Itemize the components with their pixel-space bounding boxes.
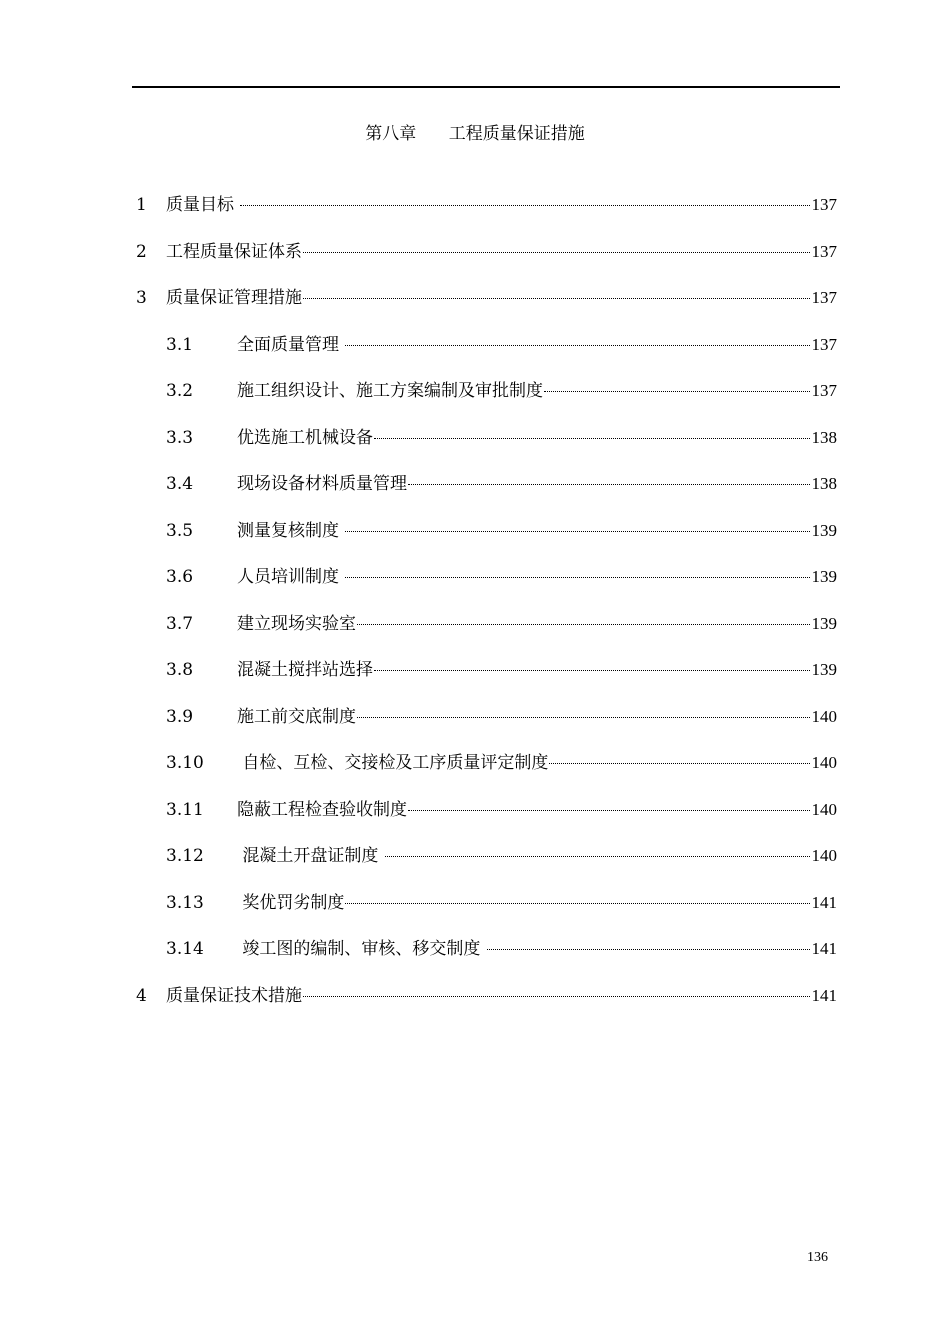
toc-dot-leader bbox=[345, 577, 809, 578]
toc-entry-line bbox=[237, 890, 837, 916]
toc-dot-leader bbox=[345, 531, 809, 532]
toc-entry[interactable] bbox=[0, 378, 950, 404]
toc-dot-leader bbox=[303, 298, 810, 299]
toc-entry-page: 139 bbox=[811, 660, 837, 679]
toc-entry-title: 混凝土搅拌站选择 bbox=[237, 660, 373, 680]
toc-dot-leader bbox=[374, 670, 810, 671]
toc-dot-leader bbox=[385, 856, 810, 857]
toc-entry-title: 施工组织设计、施工方案编制及审批制度 bbox=[237, 381, 543, 401]
toc-entry-title: 混凝土开盘证制度 bbox=[237, 846, 384, 866]
toc-dot-leader bbox=[345, 903, 809, 904]
toc-entry-line bbox=[237, 704, 837, 730]
toc-entry-number: 3.5 bbox=[166, 520, 194, 541]
toc-entry-page: 138 bbox=[811, 427, 837, 447]
toc-dot-leader bbox=[357, 624, 810, 625]
toc-entry-title: 隐蔽工程检查验收制度 bbox=[237, 799, 407, 820]
toc-entry-title: 工程质量保证体系 bbox=[166, 241, 302, 262]
toc-entry-number: 4 bbox=[136, 985, 147, 1006]
toc-entry-title: 竣工图的编制、审核、移交制度 bbox=[237, 939, 486, 959]
toc-entry-number: 3.6 bbox=[166, 567, 194, 587]
header-rule bbox=[132, 86, 840, 88]
toc-entry[interactable] bbox=[0, 704, 950, 730]
toc-entry-page: 137 bbox=[811, 195, 837, 214]
toc-entry[interactable] bbox=[0, 518, 950, 544]
toc-entry-title: 测量复核制度 bbox=[237, 520, 345, 541]
toc-entry-number: 3.7 bbox=[166, 613, 194, 634]
toc-entry[interactable] bbox=[0, 890, 950, 916]
toc-entry-number: 3.2 bbox=[166, 381, 194, 401]
toc-entry-title: 自检、互检、交接检及工序质量评定制度 bbox=[237, 753, 549, 773]
toc-entry-line bbox=[166, 285, 837, 311]
toc-entry-line bbox=[237, 843, 837, 869]
toc-entry-title: 全面质量管理 bbox=[237, 334, 345, 355]
toc-entry-number: 2 bbox=[136, 241, 147, 262]
toc-entry[interactable] bbox=[0, 983, 950, 1009]
toc-entry-title: 优选施工机械设备 bbox=[237, 427, 373, 448]
toc-entry-line bbox=[237, 425, 837, 451]
toc-entry-number: 3.11 bbox=[166, 799, 204, 820]
toc-entry-page: 141 bbox=[811, 939, 837, 958]
page-number: 136 bbox=[807, 1250, 828, 1265]
toc-entry-line bbox=[237, 471, 837, 497]
toc-entry-number: 3.13 bbox=[166, 892, 204, 913]
toc-entry-page: 139 bbox=[811, 613, 837, 633]
toc-entry-number: 3 bbox=[136, 288, 147, 308]
toc-entry-line bbox=[237, 611, 837, 637]
toc-entry-line bbox=[237, 797, 837, 823]
toc-entry-page: 140 bbox=[811, 706, 837, 726]
toc-entry[interactable] bbox=[0, 750, 950, 776]
toc-dot-leader bbox=[303, 252, 810, 253]
toc-entry-number: 3.1 bbox=[166, 334, 194, 355]
toc-entry-title: 奖优罚劣制度 bbox=[237, 892, 345, 913]
toc-dot-leader bbox=[240, 205, 809, 206]
toc-entry-page: 140 bbox=[811, 753, 837, 772]
toc-entry[interactable] bbox=[0, 564, 950, 590]
toc-entry-line bbox=[237, 657, 837, 683]
toc-entry-page: 140 bbox=[811, 799, 837, 819]
toc-entry-number: 3.3 bbox=[166, 427, 194, 448]
toc-entry-line bbox=[237, 750, 837, 776]
toc-entry[interactable] bbox=[0, 332, 950, 358]
toc-dot-leader bbox=[303, 996, 810, 997]
toc-entry-number: 1 bbox=[136, 195, 147, 215]
toc-entry-page: 137 bbox=[811, 288, 837, 307]
toc-entry-title: 施工前交底制度 bbox=[237, 706, 356, 727]
toc-dot-leader bbox=[408, 484, 810, 485]
toc-entry-title: 建立现场实验室 bbox=[237, 613, 356, 634]
toc-entry-title: 质量目标 bbox=[166, 195, 240, 215]
toc-entry-page: 138 bbox=[811, 474, 837, 493]
toc-entry-line bbox=[166, 983, 837, 1009]
toc-entry-page: 141 bbox=[811, 985, 837, 1005]
toc-entry-number: 3.14 bbox=[166, 939, 204, 959]
toc-entry-line bbox=[237, 936, 837, 962]
toc-entry[interactable] bbox=[0, 657, 950, 683]
toc-entry-line bbox=[237, 378, 837, 404]
toc-entry-title: 人员培训制度 bbox=[237, 567, 345, 587]
toc-entry-number: 3.4 bbox=[166, 474, 194, 494]
toc-entry-number: 3.8 bbox=[166, 660, 194, 680]
toc-entry[interactable] bbox=[0, 192, 950, 218]
toc-entry[interactable] bbox=[0, 936, 950, 962]
toc-entry-line bbox=[237, 564, 837, 590]
chapter-title: 第八章 工程质量保证措施 bbox=[365, 124, 585, 144]
toc-dot-leader bbox=[374, 438, 810, 439]
toc-entry[interactable] bbox=[0, 471, 950, 497]
toc-dot-leader bbox=[408, 810, 810, 811]
toc-entry[interactable] bbox=[0, 285, 950, 311]
toc-entry-page: 141 bbox=[811, 892, 837, 912]
toc-entry-page: 137 bbox=[811, 241, 837, 261]
toc-entry-number: 3.10 bbox=[166, 753, 204, 773]
toc-entry-page: 139 bbox=[811, 520, 837, 540]
toc-entry-number: 3.12 bbox=[166, 846, 204, 866]
toc-entry[interactable] bbox=[0, 797, 950, 823]
toc-dot-leader bbox=[345, 345, 809, 346]
toc-entry-title: 现场设备材料质量管理 bbox=[237, 474, 407, 494]
toc-entry-line bbox=[166, 192, 837, 218]
toc-entry[interactable] bbox=[0, 239, 950, 265]
toc-dot-leader bbox=[544, 391, 810, 392]
toc-entry-line bbox=[166, 239, 837, 265]
toc-dot-leader bbox=[549, 763, 809, 764]
toc-entry-line bbox=[237, 332, 837, 358]
toc-entry-title: 质量保证技术措施 bbox=[166, 985, 302, 1006]
toc-entry-page: 137 bbox=[811, 381, 837, 400]
toc-entry[interactable] bbox=[0, 611, 950, 637]
toc-entry[interactable] bbox=[0, 425, 950, 451]
toc-dot-leader bbox=[357, 717, 810, 718]
toc-entry[interactable] bbox=[0, 843, 950, 869]
toc-entry-title: 质量保证管理措施 bbox=[166, 288, 302, 308]
toc-dot-leader bbox=[487, 949, 810, 950]
toc-entry-page: 140 bbox=[811, 846, 837, 865]
toc-entry-number: 3.9 bbox=[166, 706, 194, 727]
toc-entry-page: 139 bbox=[811, 567, 837, 586]
toc-entry-line bbox=[237, 518, 837, 544]
toc-entry-page: 137 bbox=[811, 334, 837, 354]
